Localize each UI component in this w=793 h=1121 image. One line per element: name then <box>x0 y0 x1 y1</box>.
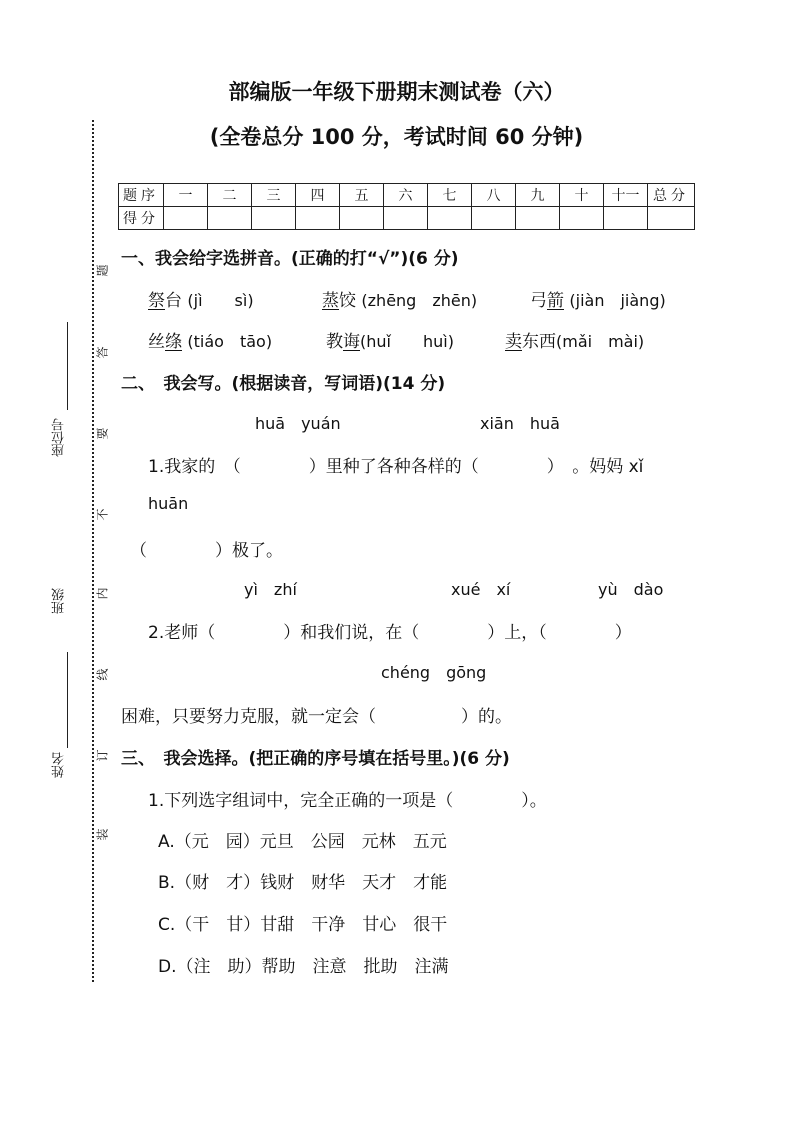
score-cell[interactable] <box>164 207 208 230</box>
option-a: A.（元 园）元旦 公园 元林 五元 <box>158 832 447 852</box>
column-header: 六 <box>384 184 428 207</box>
score-cell[interactable] <box>252 207 296 230</box>
pinyin-options: (mǎi mài) <box>556 332 645 351</box>
target-char: 诲 <box>343 332 360 352</box>
column-header: 八 <box>472 184 516 207</box>
pinyin-prompt: xiān huā <box>480 414 560 433</box>
column-header: 十一 <box>604 184 648 207</box>
option-d: D.（注 助）帮助 注意 批助 注满 <box>158 957 449 977</box>
question-text: 1.下列选字组词中，完全正确的一项是（ ）。 <box>148 791 547 811</box>
margin-char: 答 <box>95 346 110 359</box>
score-cell[interactable] <box>648 207 695 230</box>
margin-char: 不 <box>95 508 110 521</box>
option-c: C.（干 甘）甘甜 干净 甘心 很干 <box>158 915 448 935</box>
question-text: 2.老师（ ）和我们说，在（ ）上，（ ） <box>148 623 632 643</box>
question-text: 困难，只要努力克服，就一定会（ ）的。 <box>121 707 512 727</box>
margin-char: 装 <box>95 828 110 841</box>
score-table <box>118 183 695 230</box>
question-text: （ ）极了。 <box>130 541 283 561</box>
score-cell[interactable] <box>428 207 472 230</box>
score-cell[interactable] <box>560 207 604 230</box>
target-char: 卖 <box>505 332 522 352</box>
score-cell[interactable] <box>604 207 648 230</box>
pinyin-options: (huǐ huì) <box>360 332 454 351</box>
score-cell[interactable] <box>516 207 560 230</box>
column-header: 二 <box>208 184 252 207</box>
name-underline <box>67 652 68 748</box>
pinyin-options: (tiáo tāo) <box>187 332 273 351</box>
class-label: 班级 <box>52 588 67 614</box>
pinyin-choice-item: 蒸饺 (zhēng zhēn) <box>322 291 478 311</box>
column-header: 三 <box>252 184 296 207</box>
margin-char: 线 <box>95 668 110 681</box>
margin-char: 要 <box>95 427 110 440</box>
name-label: 姓名 <box>52 752 67 778</box>
score-cell[interactable] <box>340 207 384 230</box>
target-char: 祭 <box>148 291 165 311</box>
margin-char: 订 <box>95 749 110 762</box>
page-title: 部编版一年级下册期末测试卷（六） <box>228 80 565 104</box>
column-header: 四 <box>296 184 340 207</box>
pinyin-choice-item: 丝绦 (tiáo tāo) <box>148 332 273 352</box>
pinyin-choice-item: 祭台 (jì sì) <box>148 291 254 311</box>
pinyin-options: (jiàn jiàng) <box>569 291 666 310</box>
pinyin-prompt: huān <box>148 494 189 513</box>
section3-heading: 三、 我会选择。(把正确的序号填在括号里。)(6 分) <box>121 749 510 769</box>
seat-underline <box>67 322 68 410</box>
pinyin-prompt: xué xí <box>451 580 511 599</box>
margin-char: 题 <box>95 264 110 277</box>
score-table-score-row <box>119 207 695 230</box>
row-label: 得分 <box>119 207 164 230</box>
section1-heading: 一、我会给字选拼音。(正确的打“√”)(6 分) <box>121 249 459 269</box>
question-text: 1.我家的 （ ）里种了各种各样的（ ） 。妈妈 xǐ <box>148 457 644 477</box>
binding-dotted-line <box>92 120 94 982</box>
column-header: 七 <box>428 184 472 207</box>
pinyin-prompt: huā yuán <box>255 414 341 433</box>
pinyin-choice-item: 卖东西(mǎi mài) <box>505 332 645 352</box>
option-b: B.（财 才）钱财 财华 天才 才能 <box>158 873 448 893</box>
total-header: 总分 <box>648 184 695 207</box>
column-header: 一 <box>164 184 208 207</box>
score-table-header-row <box>119 184 695 207</box>
pinyin-prompt: yì zhí <box>244 580 297 599</box>
row-label: 题序 <box>119 184 164 207</box>
seat-label: 座位号 <box>52 418 67 457</box>
pinyin-options: (zhēng zhēn) <box>361 291 478 310</box>
column-header: 五 <box>340 184 384 207</box>
column-header: 十 <box>560 184 604 207</box>
score-cell[interactable] <box>384 207 428 230</box>
margin-char: 内 <box>95 587 110 600</box>
target-char: 箭 <box>547 291 564 311</box>
section2-heading: 二、 我会写。(根据读音，写词语)(14 分) <box>121 374 446 394</box>
score-cell[interactable] <box>296 207 340 230</box>
target-char: 蒸 <box>322 291 339 311</box>
score-cell[interactable] <box>208 207 252 230</box>
page-subtitle: (全卷总分 100 分，考试时间 60 分钟) <box>209 125 584 149</box>
pinyin-options: (jì sì) <box>187 291 254 310</box>
pinyin-prompt: chéng gōng <box>381 663 487 682</box>
target-char: 绦 <box>165 332 182 352</box>
column-header: 九 <box>516 184 560 207</box>
pinyin-choice-item: 弓箭 (jiàn jiàng) <box>530 291 666 311</box>
pinyin-prompt: yù dào <box>598 580 664 599</box>
pinyin-choice-item: 教诲(huǐ huì) <box>326 332 454 352</box>
score-cell[interactable] <box>472 207 516 230</box>
